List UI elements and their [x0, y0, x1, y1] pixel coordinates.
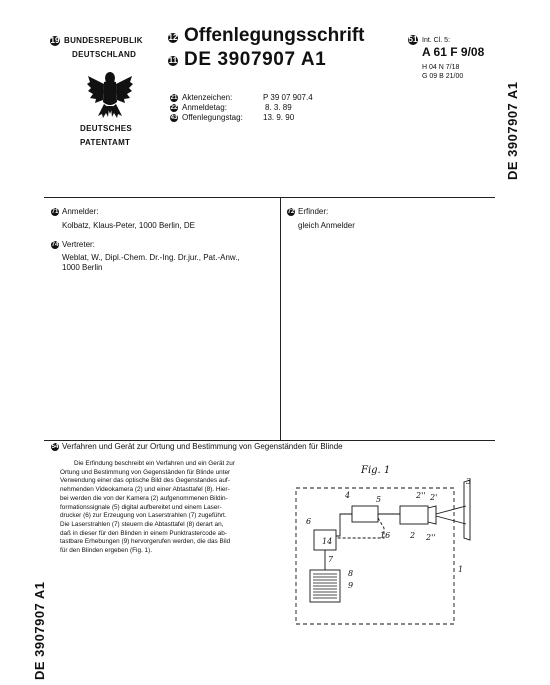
inid-code-74: 74: [51, 242, 59, 248]
side-document-number: DE 3907907 A1: [505, 81, 520, 180]
applicant-label: Anmelder:: [62, 207, 99, 216]
inid-code-11: 11: [168, 56, 178, 65]
ref-5: 5: [376, 495, 382, 504]
document-number: DE 3907907 A1: [184, 49, 327, 70]
invention-title: Verfahren und Gerät zur Ortung und Bestimmung von Gegenständen für Blinde: [62, 442, 343, 451]
ref-2: 2: [410, 531, 416, 540]
device-housing-dashed: [296, 488, 454, 624]
ref-6: 6: [306, 517, 312, 526]
authority-country-line1: BUNDESREPUBLIK: [64, 36, 143, 45]
inid-code-51: 51: [408, 35, 418, 44]
applicant-value: Kolbatz, Klaus-Peter, 1000 Berlin, DE: [62, 221, 195, 230]
patent-office-line2: PATENTAMT: [80, 138, 131, 147]
inid-code-71: 71: [51, 209, 59, 215]
representative-line-2: 1000 Berlin: [62, 263, 103, 272]
classification-label: Int. Cl. 5:: [422, 37, 451, 44]
classification-sub-2: G 09 B 21/00: [422, 73, 464, 80]
representative-line-1: Weblat, W., Dipl.-Chem. Dr.-Ing. Dr.jur., Pat.-Anw.,: [62, 253, 240, 262]
inid-code-43: 43: [170, 115, 178, 121]
inid-code-54: 54: [51, 444, 59, 450]
abstract-line: Die Erfindung beschreibt ein Verfahren und ein Gerät zur: [74, 460, 235, 467]
abstract-text: [60, 460, 290, 556]
ref-2p: 2': [430, 493, 438, 502]
figure-1-drawing: [290, 476, 480, 638]
ref-16: 16: [380, 531, 391, 540]
ref-7: 7: [328, 555, 334, 564]
ref-8: 8: [348, 569, 354, 578]
filing-date-label: Anmeldetag:: [182, 103, 227, 112]
abstract-line: Die Laserstrahlen (7) steuern die Abtasttafel (8) derart an,: [60, 520, 224, 528]
abstract-line: für den Blinden ergeben (Fig. 1).: [60, 547, 153, 555]
classification-main: A 61 F 9/08: [422, 45, 485, 59]
ref-1: 1: [458, 565, 464, 574]
document-kind-title: Offenlegungsschrift: [184, 25, 365, 46]
parties-column-divider: [280, 197, 281, 440]
inid-code-21: 21: [170, 95, 178, 101]
ref-3: 3: [466, 477, 472, 486]
representative-label: Vertreter:: [62, 240, 95, 249]
abstract-line: daß in dieser für den Blinden in einem Punktrastercode ab-: [60, 529, 227, 537]
abstract-line: drucker (6) zur Erzeugung von Laserstrahlen (7) zugeführt.: [60, 512, 227, 520]
patent-office-line1: DEUTSCHES: [80, 124, 133, 133]
federal-eagle-emblem: [86, 68, 134, 120]
publication-date-label: Offenlegungstag:: [182, 113, 243, 122]
parties-bottom-rule: [44, 440, 495, 441]
ref-9: 9: [348, 581, 354, 590]
abstract-line: Ortung und Bestimmung von Gegenständen für Blinde unter: [60, 468, 231, 476]
abstract-line: tastbare Erhebungen (9) hervorgerufen werden, die das Bild: [60, 538, 231, 546]
parties-top-rule: [44, 197, 495, 198]
camera-box: [400, 506, 428, 524]
camera-lens: [428, 506, 436, 524]
classification-sub-1: H 04 N 7/18: [422, 64, 460, 71]
abstract-line: formationssignale (5) digital aufbereitet und einem Laser-: [60, 503, 222, 511]
inid-code-72: 72: [287, 209, 295, 215]
ref-2pt: 2'': [426, 533, 436, 542]
figure-caption: Fig. 1: [361, 465, 391, 476]
inid-code-22: 22: [170, 105, 178, 111]
ref-2pp: 2'': [416, 491, 426, 500]
publication-date-value: 13. 9. 90: [263, 113, 295, 122]
ref-4: 4: [345, 491, 351, 500]
authority-country-line2: DEUTSCHLAND: [72, 50, 137, 59]
application-number-value: P 39 07 907.4: [263, 93, 313, 102]
filing-date-value: 8. 3. 89: [265, 103, 292, 112]
abstract-line: Verwendung einer das optische Bild des Gegenstandes auf-: [60, 477, 230, 485]
application-number-label: Aktenzeichen:: [182, 93, 233, 102]
ref-14: 14: [322, 537, 333, 546]
processor-box: [352, 506, 378, 522]
inid-code-19: 19: [50, 36, 60, 45]
abstract-line: nehmenden Videokamera (2) und einer Abtasttafel (8). Hier-: [60, 486, 230, 494]
inventor-label: Erfinder:: [298, 207, 329, 216]
inventor-value: gleich Anmelder: [298, 221, 355, 230]
inid-code-12: 12: [168, 33, 178, 42]
abstract-line: bei werden die von der Kamera (2) aufgenommenen Bildin-: [60, 494, 228, 502]
side-document-number-bottom: DE 3907907 A1: [32, 581, 47, 680]
